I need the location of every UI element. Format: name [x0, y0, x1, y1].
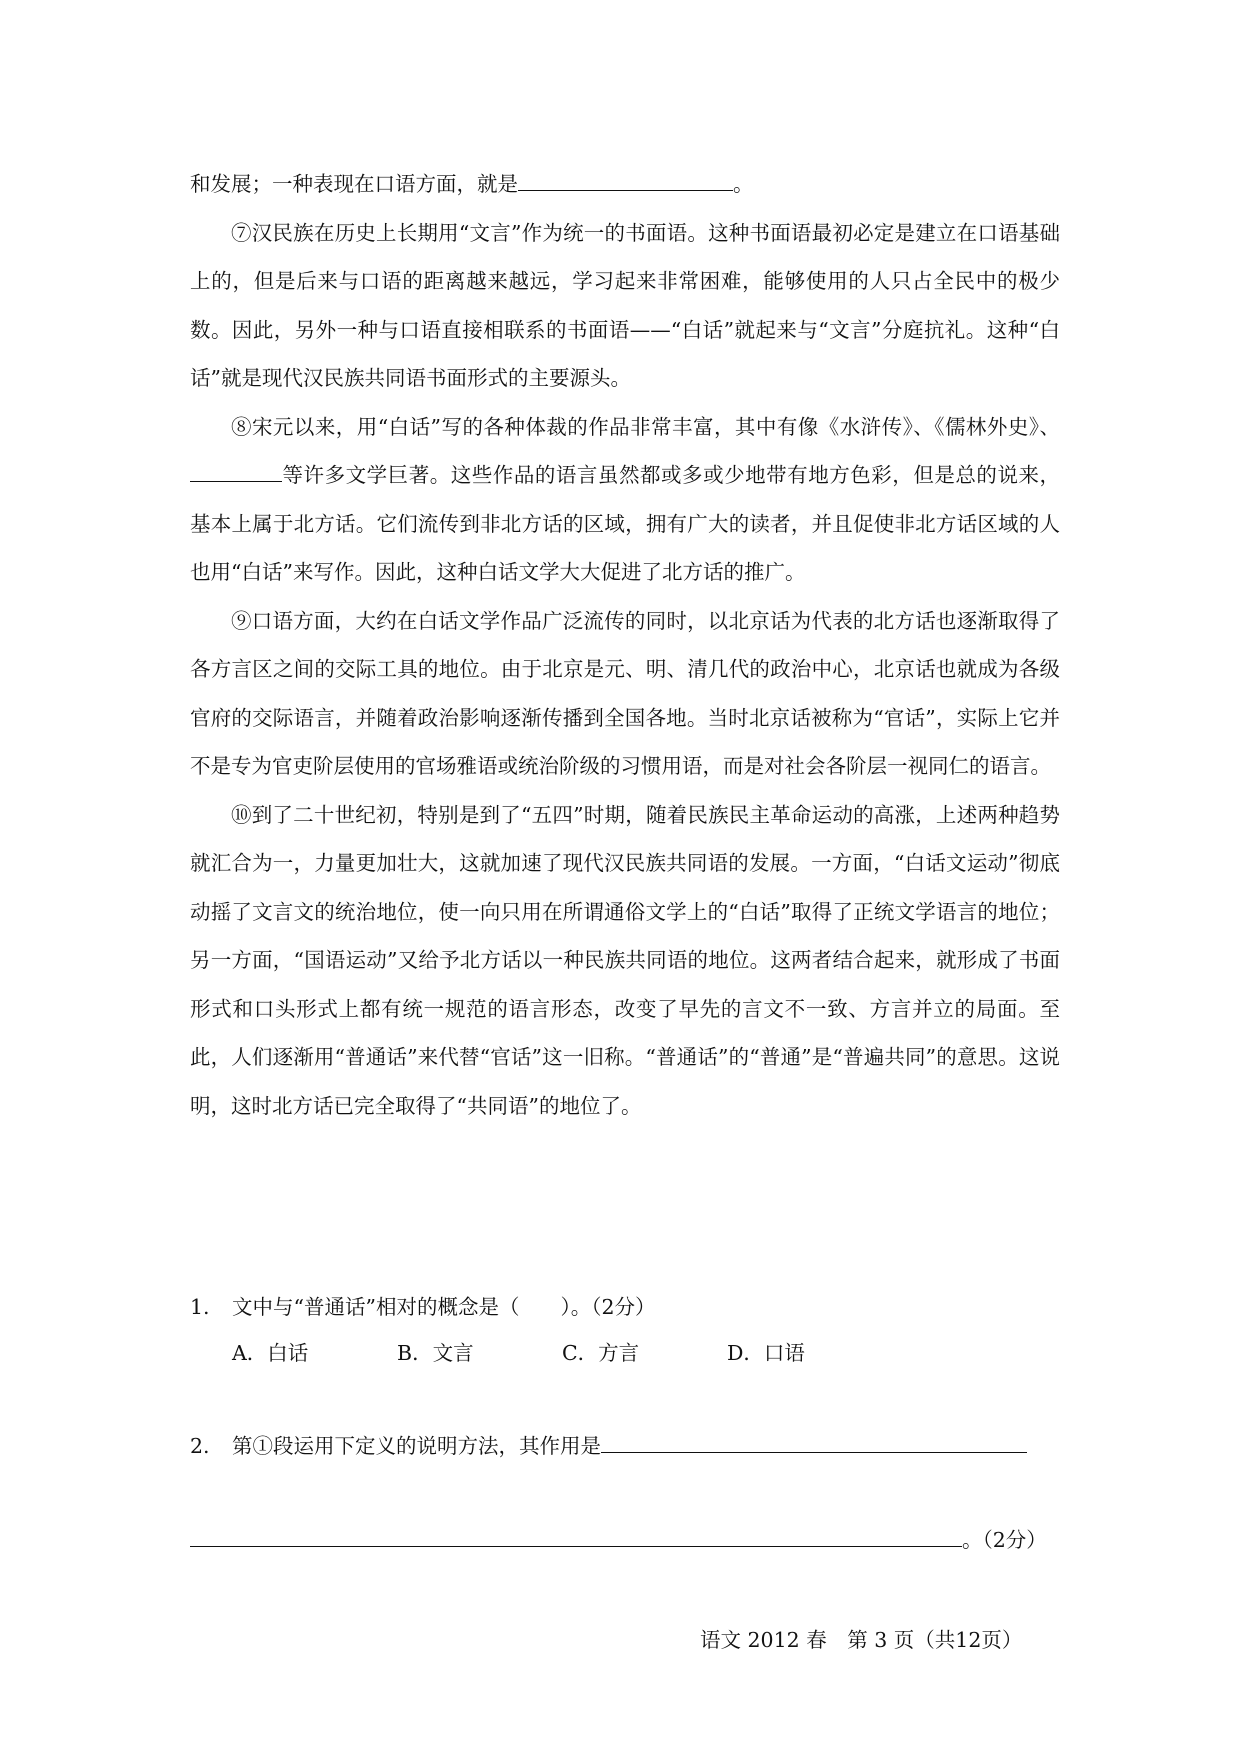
question-2-number: 2.	[190, 1434, 210, 1458]
reading-passage	[190, 160, 1060, 1130]
paragraph-9: ⑨口语方面，大约在白话文学作品广泛流传的同时，以北京话为代表的北方话也逐渐取得了各方言区之间的交际工具的地位。由于北京是元、明、清几代的政治中心，北京话也就成为各级官府的交际语言，并随着政治影响逐渐传播到全国各地。当时北京话被称为“官话”，实际上它并不是专为官吏阶层使用的官场雅语或统治阶级的习惯用语，而是对社会各阶层一视同仁的语言。	[190, 608, 1060, 778]
option-d[interactable]: D．口语	[727, 1341, 805, 1365]
paragraph-8-text-b: 等许多文学巨著。这些作品的语言虽然都或多或少地带有地方色彩，但是总的说来，基本上属于北方话。它们流传到非北方话的区域，拥有广大的读者，并且促使非北方话区域的人也用“白话”来写作。因此，这种白话文学大大促进了北方话的推广。	[190, 463, 1060, 584]
page-footer: 语文 2012 春 第 3 页（共12页）	[700, 1628, 1023, 1652]
paragraph-6-tail	[190, 160, 1060, 209]
answer-line-1[interactable]	[601, 1429, 1027, 1453]
paragraph-10: ⑩到了二十世纪初，特别是到了“五四”时期，随着民族民主革命运动的高涨，上述两种趋势就汇合为一，力量更加壮大，这就加速了现代汉民族共同语的发展。一方面，“白话文运动”彻底动摇了文言文的统治地位，使一向只用在所谓通俗文学上的“白话”取得了正统文学语言的地位；另一方面，“国语运动”又给予北方话以一种民族共同语的地位。这两者结合起来，就形成了书面形式和口头形式上都有统一规范的语言形态，改变了早先的言文不一致、方言并立的局面。至此，人们逐渐用“普通话”来代替“官话”这一旧称。“普通话”的“普通”是“普遍共同”的意思。这说明，这时北方话已完全取得了“共同语”的地位了。	[190, 802, 1060, 1118]
paragraph-7: ⑦汉民族在历史上长期用“文言”作为统一的书面语。这种书面语最初必定是建立在口语基础上的，但是后来与口语的距离越来越远，学习起来非常困难，能够使用的人只占全民中的极少数。因此，另外一种与口语直接相联系的书面语——“白话”就起来与“文言”分庭抗礼。这种“白话”就是现代汉民族共同语书面形式的主要源头。	[190, 220, 1060, 390]
question-2-continuation	[190, 1516, 1060, 1564]
question-2	[190, 1422, 1060, 1470]
answer-line-2[interactable]	[190, 1523, 962, 1547]
paragraph-6-text: 和发展；一种表现在口语方面，就是	[190, 172, 518, 196]
question-1-options	[232, 1329, 892, 1377]
option-a[interactable]: A．白话	[232, 1341, 309, 1365]
option-b[interactable]: B．文言	[397, 1341, 474, 1365]
question-2-score: 。（2分）	[962, 1528, 1047, 1552]
question-1	[190, 1283, 1060, 1331]
paragraph-6-end: 。	[733, 172, 754, 196]
paragraph-8	[190, 403, 1060, 597]
fill-blank-1[interactable]	[518, 167, 733, 191]
question-1-number: 1.	[190, 1295, 210, 1319]
question-2-text: 第①段运用下定义的说明方法，其作用是	[232, 1434, 601, 1458]
paragraph-8-text-a: ⑧宋元以来，用“白话”写的各种体裁的作品非常丰富，其中有像《水浒传》、《儒林外史》、	[231, 414, 1060, 439]
option-c[interactable]: C．方言	[562, 1341, 640, 1365]
fill-blank-2[interactable]	[190, 458, 282, 482]
question-1-text: 文中与“普通话”相对的概念是（ ）。（2分）	[232, 1295, 656, 1319]
